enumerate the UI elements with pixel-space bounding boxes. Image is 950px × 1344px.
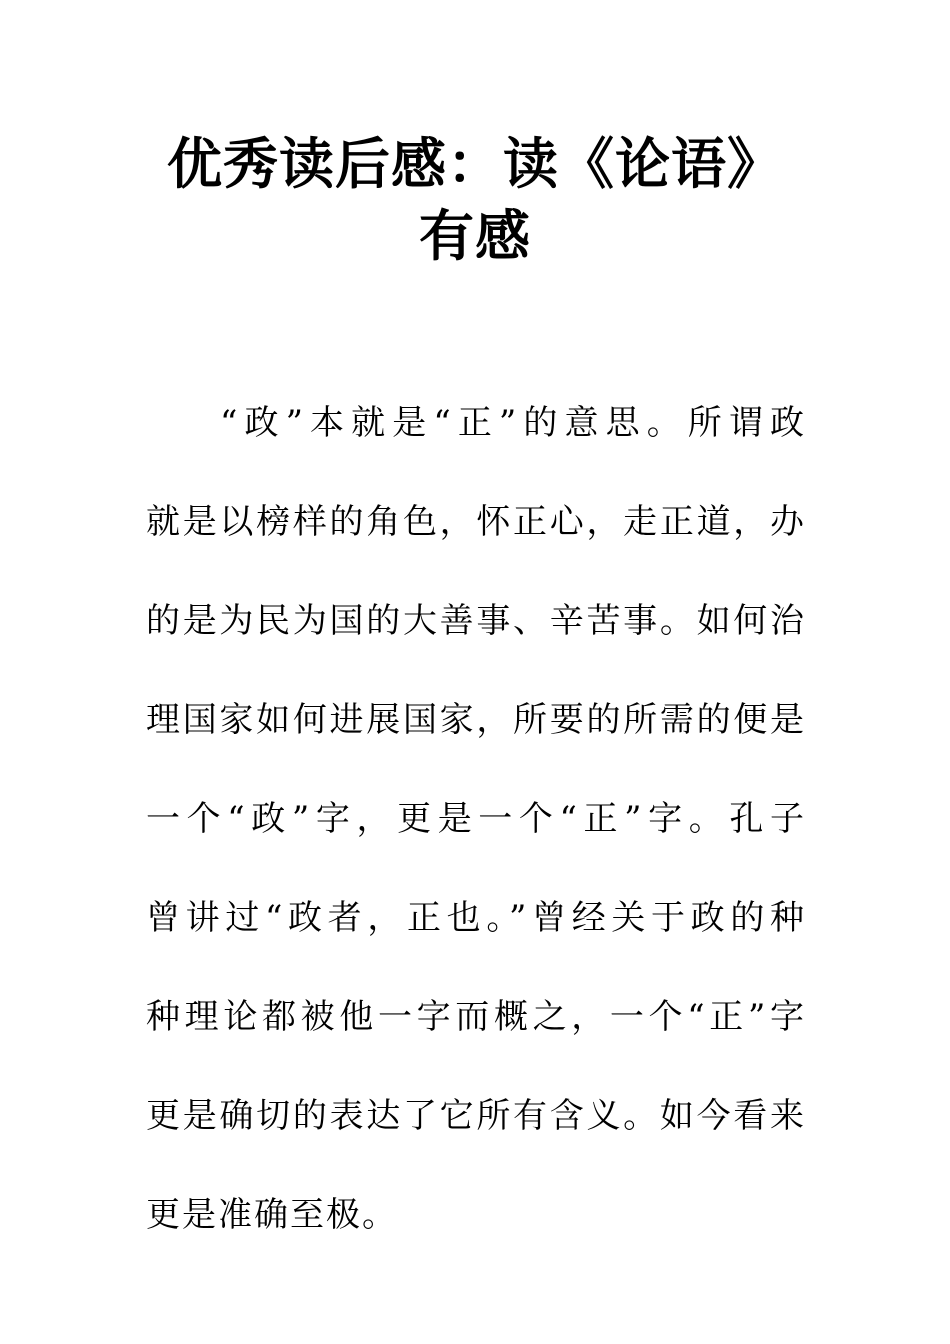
paragraph-line: 更是准确至极。 (146, 1195, 398, 1235)
paragraph-line: 种理论都被他一字而概之，一个“正”字 (146, 997, 806, 1037)
paragraph-line: 就是以榜样的角色，怀正心，走正道，办 (146, 502, 806, 542)
body-paragraph (146, 374, 806, 1265)
document-title (120, 128, 830, 272)
paragraph-line: 曾讲过“政者，正也。”曾经关于政的种 (146, 898, 806, 938)
paragraph-line: 一个“政”字，更是一个“正”字。孔子 (146, 799, 806, 839)
paragraph-line: 理国家如何进展国家，所要的所需的便是 (146, 700, 806, 740)
paragraph-line: 的是为民为国的大善事、辛苦事。如何治 (146, 601, 806, 641)
title-line-2: 有感 (418, 204, 531, 268)
paragraph-line: 更是确切的表达了它所有含义。如今看来 (146, 1096, 806, 1136)
paragraph-line: “政”本就是“正”的意思。所谓政 (220, 403, 806, 443)
title-line-1: 优秀读后感：读《论语》 (166, 132, 783, 196)
